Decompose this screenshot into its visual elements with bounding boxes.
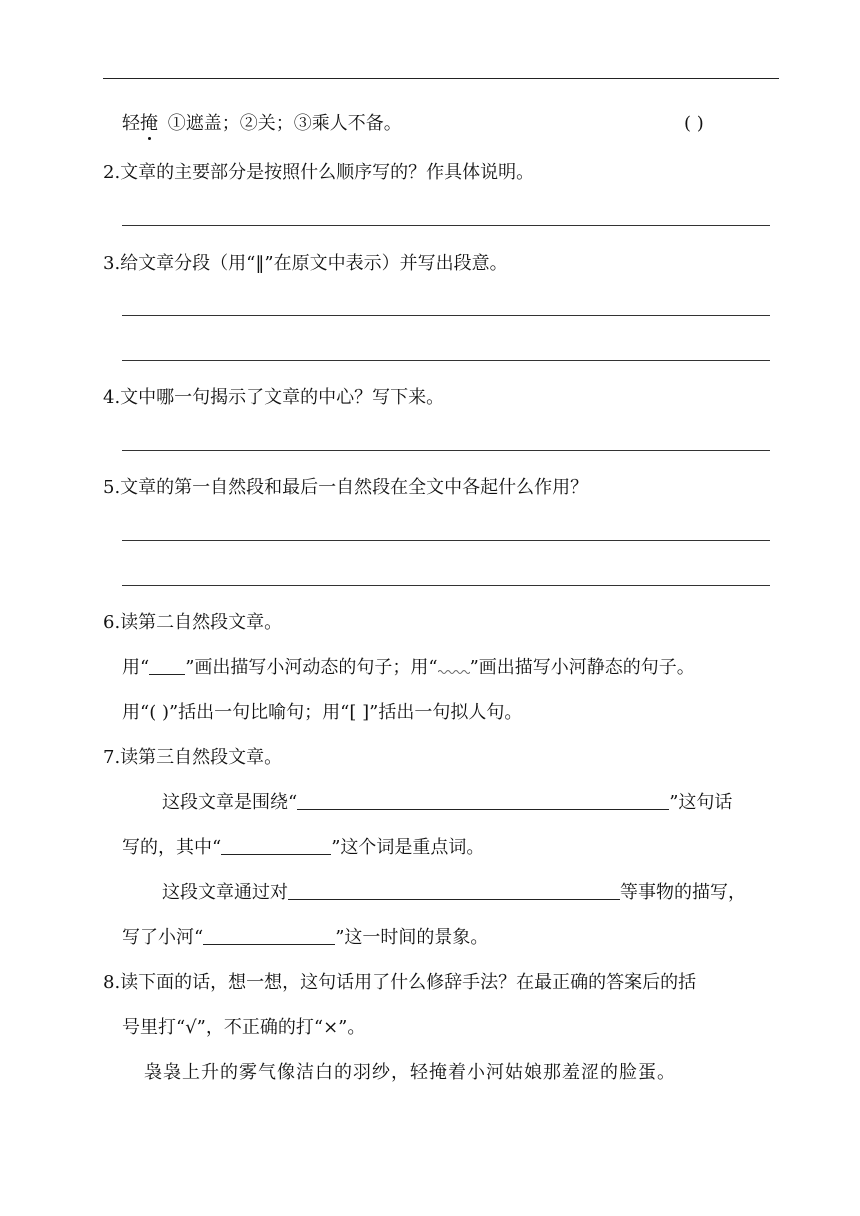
question-7: 7.读第三自然段文章。: [103, 747, 283, 768]
q1-word: 轻掩: [122, 113, 158, 134]
answer-line-q5-2[interactable]: [122, 585, 770, 586]
answer-line-q5-1[interactable]: [122, 540, 770, 541]
q1-answer-paren[interactable]: ( ): [684, 113, 704, 134]
q6-line-1: 用“ ”画出描写小河动态的句子；用“ ”画出描写小河静态的句子。: [122, 657, 695, 678]
q7-para-2-line-2: 写了小河“ ”这一时间的景象。: [122, 927, 489, 948]
wavy-underline-sample: [438, 657, 470, 675]
q7-blank-keyword[interactable]: [221, 836, 331, 855]
answer-line-q2[interactable]: [122, 225, 770, 226]
q7-para-1-line-2: 写的，其中“ ”这个词是重点词。: [122, 837, 485, 858]
straight-underline-sample: [149, 656, 185, 675]
q7-blank-sentence[interactable]: [297, 791, 669, 810]
q1-options: ①遮盖；②关；③乘人不备。: [167, 113, 402, 134]
top-rule: [103, 78, 779, 79]
q7-para-1-line-1: 这段文章是围绕“ ”这句话: [162, 792, 733, 813]
answer-line-q3-2[interactable]: [122, 360, 770, 361]
answer-line-q4[interactable]: [122, 450, 770, 451]
question-8-line-2: 号里打“√”，不正确的打“×”。: [122, 1017, 366, 1038]
question-3: 3.给文章分段（用“‖”在原文中表示）并写出段意。: [103, 253, 508, 274]
q7-para-2-line-1: 这段文章通过对 等事物的描写，: [162, 882, 746, 903]
q1-options-line: [122, 112, 402, 136]
question-6: 6.读第二自然段文章。: [103, 612, 283, 633]
answer-line-q3-1[interactable]: [122, 315, 770, 316]
q7-blank-time[interactable]: [203, 926, 335, 945]
question-5: 5.文章的第一自然段和最后一自然段在全文中各起什么作用？: [103, 477, 589, 498]
question-8-line-1: 8.读下面的话，想一想，这句话用了什么修辞手法？在最正确的答案后的括: [103, 972, 697, 993]
question-4: 4.文中哪一句揭示了文章的中心？写下来。: [103, 387, 445, 408]
q6-line-2: 用“( )”括出一句比喻句；用“[ ]”括出一句拟人句。: [122, 702, 523, 723]
q7-blank-things[interactable]: [288, 881, 620, 900]
question-2: 2.文章的主要部分是按照什么顺序写的？作具体说明。: [103, 162, 535, 183]
q8-sentence: 袅袅上升的雾气像洁白的羽纱，轻掩着小河姑娘那羞涩的脸蛋。: [144, 1062, 676, 1083]
